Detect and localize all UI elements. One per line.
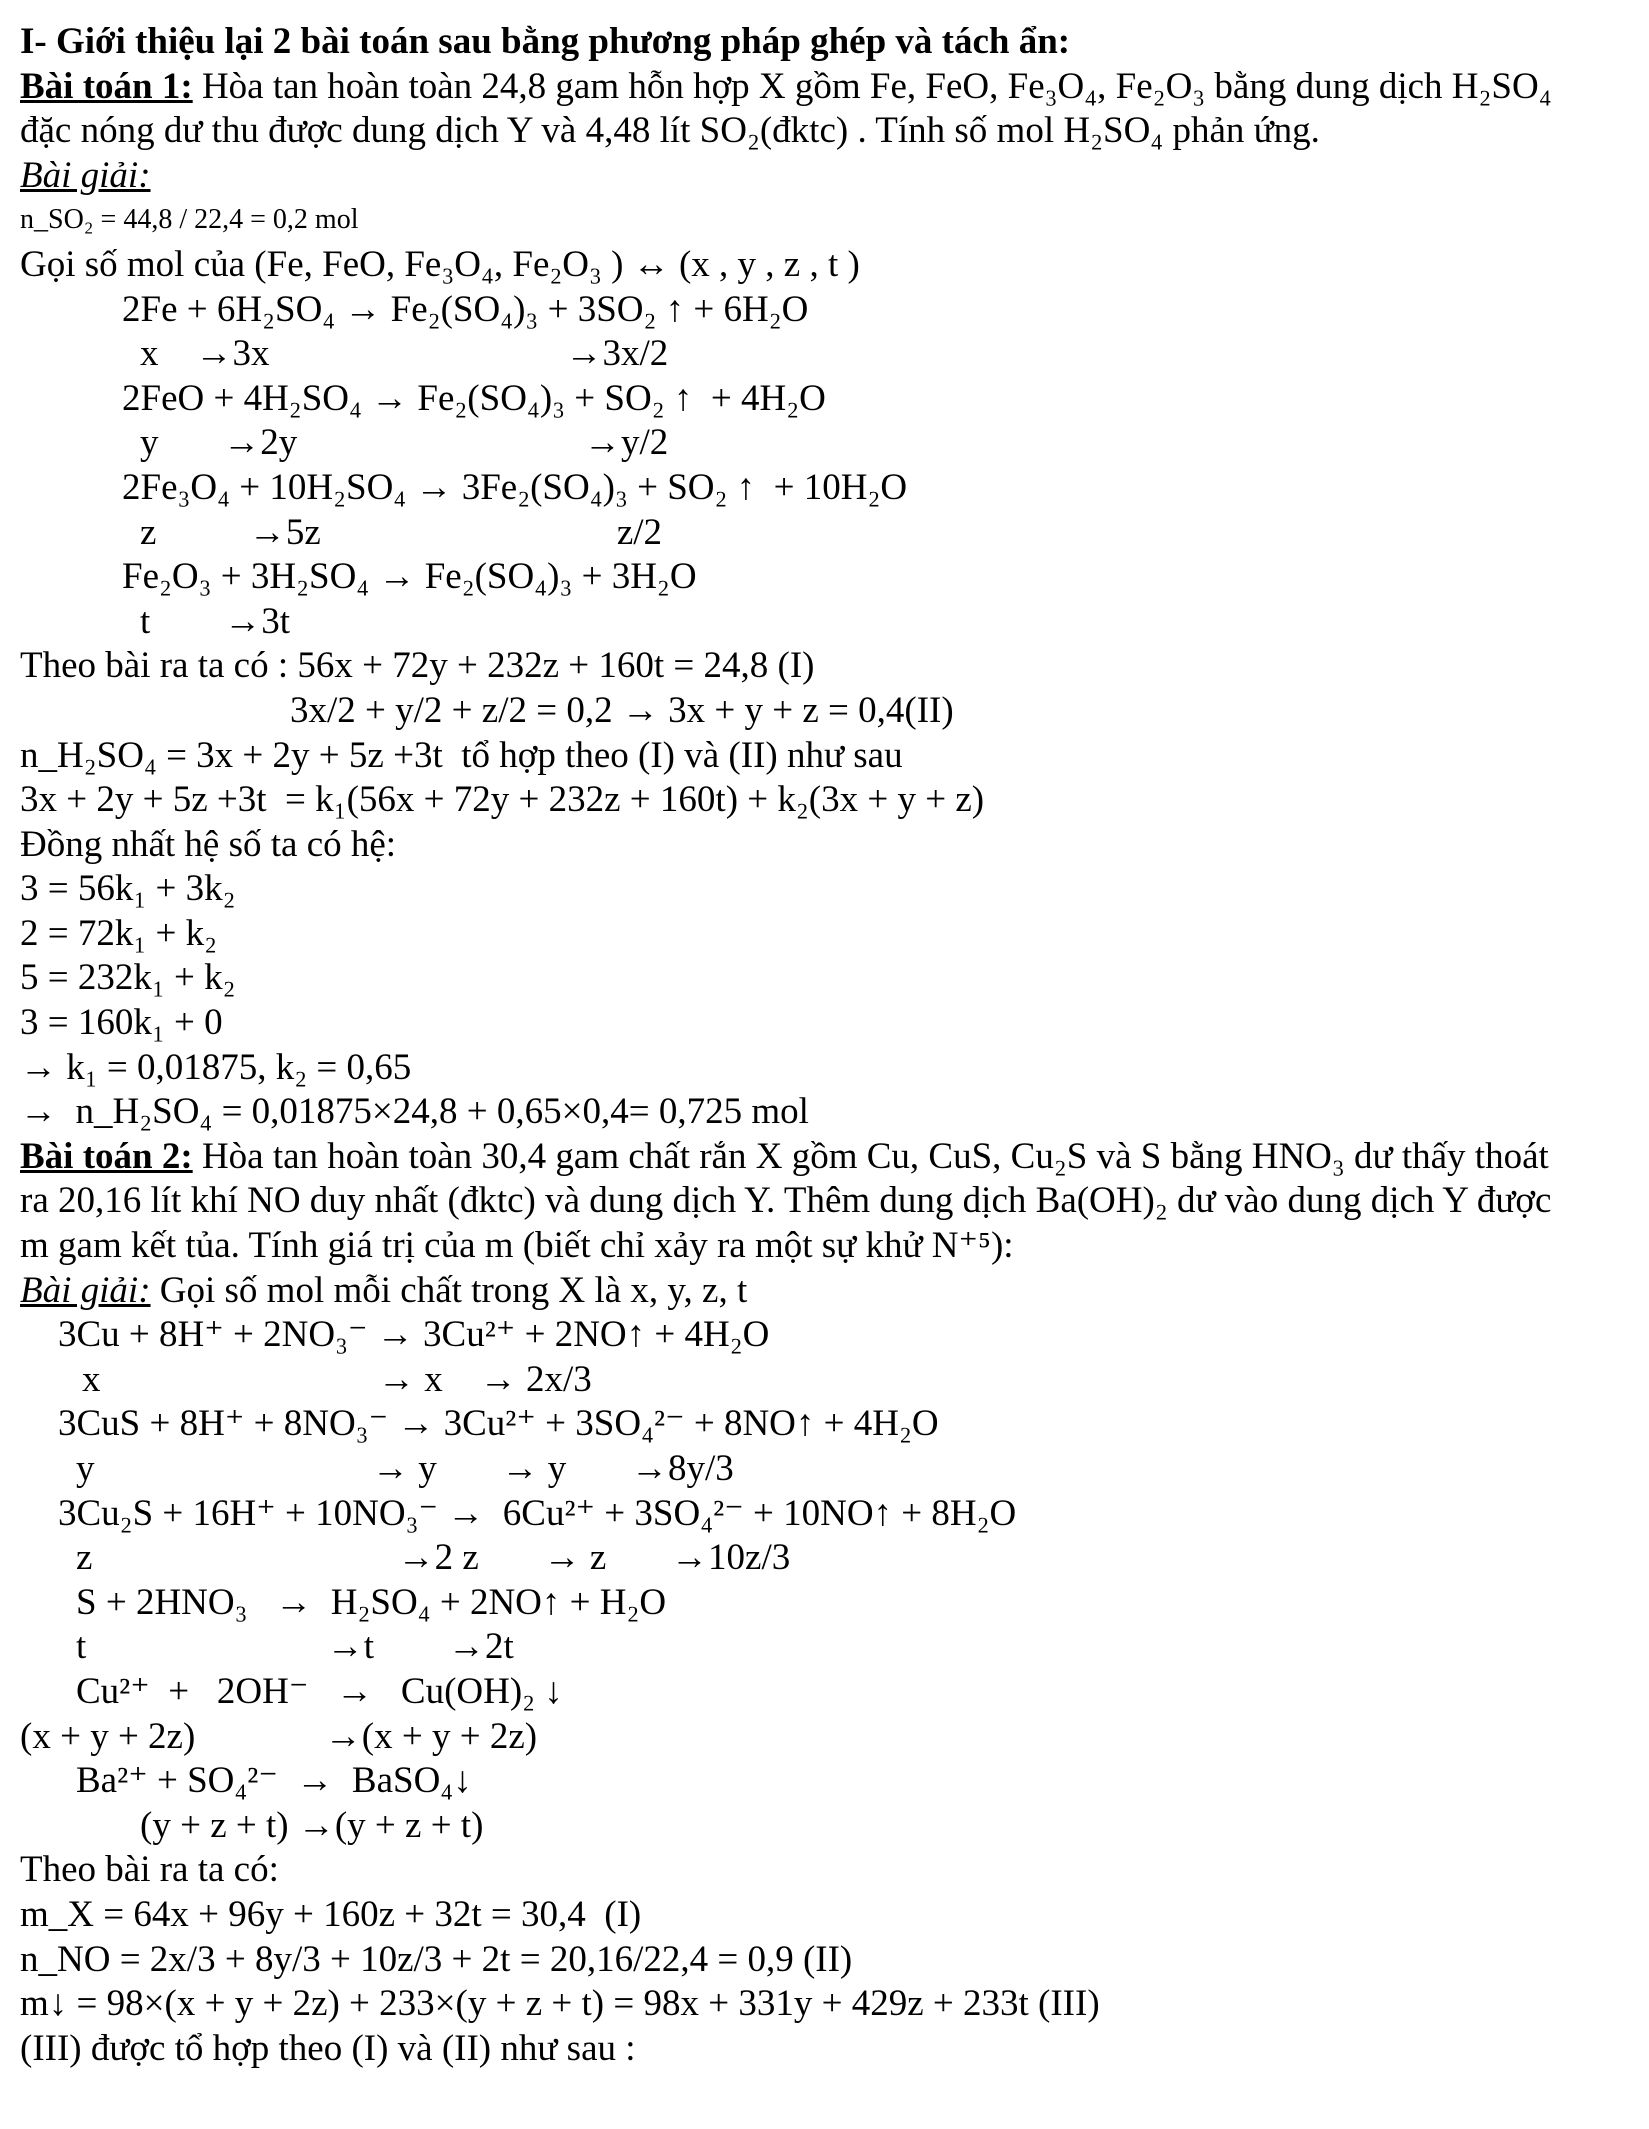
problem-2-statement-line-2: ra 20,16 lít khí NO duy nhất (đktc) và dung dịch Y. Thêm dung dịch Ba(OH)₂ dư vào dung dịch Y được: [20, 1180, 1552, 1222]
problem-2-reaction-1-moles: x → x → 2x/3: [82, 1358, 592, 1400]
document-page: [20, 20, 1630, 2071]
problem-2-reaction-3-moles: z →2 z → z →10z/3: [76, 1537, 791, 1579]
problem-2-given: Theo bài ra ta có:: [20, 1849, 279, 1891]
problem-2-reaction-3: 3Cu₂S + 16H⁺ + 10NO₃⁻ → 6Cu²⁺ + 3SO₄²⁻ + 10NO↑ + 8H₂O: [58, 1492, 1017, 1534]
problem-2-mass-x: m_X = 64x + 96y + 160z + 32t = 30,4 (I): [20, 1893, 642, 1935]
problem-1-equation-ii: 3x/2 + y/2 + z/2 = 0,2 → 3x + y + z = 0,4(II): [290, 689, 954, 731]
problem-1-solution-label: Bài giải:: [20, 154, 151, 196]
problem-1-label: Bài toán 1:: [20, 65, 193, 107]
problem-1-reaction-2-moles: y →2y →y/2: [140, 422, 669, 464]
problem-2-reaction-6: Ba²⁺ + SO₄²⁻ → BaSO₄↓: [76, 1760, 472, 1802]
problem-2-solution-intro: Bài giải: Gọi số mol mỗi chất trong X là x, y, z, t: [20, 1269, 748, 1311]
problem-1-reaction-4-moles: t →3t: [140, 600, 291, 642]
problem-2-reaction-4-moles: t →t →2t: [76, 1626, 514, 1668]
problem-1-system-eq-1: 3 = 56k₁ + 3k₂: [20, 868, 236, 910]
problem-1-equation-i: Theo bài ra ta có : 56x + 72y + 232z + 160t = 24,8 (I): [20, 645, 815, 687]
problem-1-let: Gọi số mol của (Fe, FeO, Fe₃O₄, Fe₂O₃ ) ↔ (x , y , z , t ): [20, 243, 860, 285]
problem-2-statement-line-1: Bài toán 2: Hòa tan hoàn toàn 30,4 gam chất rắn X gồm Cu, CuS, Cu₂S và S bằng HNO₃ dư thấy thoát: [20, 1135, 1549, 1177]
problem-2-mass-precipitate: m↓ = 98×(x + y + 2z) + 233×(y + z + t) = 98x + 331y + 429z + 233t (III): [20, 1983, 1100, 2025]
problem-1-system-eq-3: 5 = 232k₁ + k₂: [20, 957, 236, 999]
problem-2-reaction-2-moles: y → y → y →8y/3: [76, 1448, 734, 1489]
problem-1-nh2so4: n_H₂SO₄ = 3x + 2y + 5z +3t tổ hợp theo (I) và (II) như sau: [20, 734, 903, 776]
problem-1-reaction-2: 2FeO + 4H₂SO₄ → Fe₂(SO₄)₃ + SO₂ ↑ + 4H₂O: [122, 377, 826, 419]
problem-2-reaction-6-moles: (y + z + t) →(y + z + t): [140, 1804, 484, 1846]
problem-2-reaction-5-moles: (x + y + 2z) →(x + y + 2z): [20, 1715, 538, 1757]
problem-2-reaction-1: 3Cu + 8H⁺ + 2NO₃⁻ → 3Cu²⁺ + 2NO↑ + 4H₂O: [58, 1314, 770, 1356]
problem-1-nso2: n_SO₂ = 44,8 / 22,4 = 0,2 mol: [20, 204, 359, 236]
problem-1-reaction-3: 2Fe₃O₄ + 10H₂SO₄ → 3Fe₂(SO₄)₃ + SO₂ ↑ + 10H₂O: [122, 466, 908, 508]
problem-2-combine: (III) được tổ hợp theo (I) và (II) như sau :: [20, 2027, 636, 2069]
problem-1-reaction-1-moles: x →3x →3x/2: [140, 333, 669, 375]
problem-2-statement-line-3: m gam kết tủa. Tính giá trị của m (biết chỉ xảy ra một sự khử N⁺⁵):: [20, 1225, 1014, 1267]
problem-2-solution-label: Bài giải:: [20, 1269, 151, 1311]
problem-2-reaction-5: Cu²⁺ + 2OH⁻ → Cu(OH)₂ ↓: [76, 1670, 563, 1712]
problem-1-system-eq-4: 3 = 160k₁ + 0: [20, 1002, 223, 1044]
problem-2-reaction-4: S + 2HNO₃ → H₂SO₄ + 2NO↑ + H₂O: [76, 1581, 667, 1623]
problem-1-reaction-1: 2Fe + 6H₂SO₄ → Fe₂(SO₄)₃ + 3SO₂ ↑ + 6H₂O: [122, 288, 809, 330]
problem-2-reaction-2: 3CuS + 8H⁺ + 8NO₃⁻ → 3Cu²⁺ + 3SO₄²⁻ + 8NO↑ + 4H₂O: [58, 1403, 939, 1445]
problem-1-reaction-3-moles: z →5z z/2: [140, 511, 663, 553]
problem-2-label: Bài toán 2:: [20, 1135, 193, 1177]
problem-1-answer: → n_H₂SO₄ = 0,01875×24,8 + 0,65×0,4= 0,725 mol: [20, 1091, 809, 1133]
problem-1-reaction-4: Fe₂O₃ + 3H₂SO₄ → Fe₂(SO₄)₃ + 3H₂O: [122, 556, 697, 598]
problem-1-identify: Đồng nhất hệ số ta có hệ:: [20, 823, 397, 865]
problem-1-k-result: → k₁ = 0,01875, k₂ = 0,65: [20, 1046, 412, 1088]
section-title: I- Giới thiệu lại 2 bài toán sau bằng phương pháp ghép và tách ẩn:: [20, 21, 1071, 62]
problem-1-statement-line-1: Bài toán 1: Hòa tan hoàn toàn 24,8 gam hỗn hợp X gồm Fe, FeO, Fe₃O₄, Fe₂O₃ bằng dung dịch H₂SO₄: [20, 65, 1552, 107]
problem-1-combination: 3x + 2y + 5z +3t = k₁(56x + 72y + 232z + 160t) + k₂(3x + y + z): [20, 779, 985, 821]
problem-1-statement-line-2: đặc nóng dư thu được dung dịch Y và 4,48 lít SO₂(đktc) . Tính số mol H₂SO₄ phản ứng.: [20, 110, 1320, 152]
problem-2-n-no: n_NO = 2x/3 + 8y/3 + 10z/3 + 2t = 20,16/22,4 = 0,9 (II): [20, 1938, 853, 1980]
problem-1-system-eq-2: 2 = 72k₁ + k₂: [20, 912, 218, 954]
